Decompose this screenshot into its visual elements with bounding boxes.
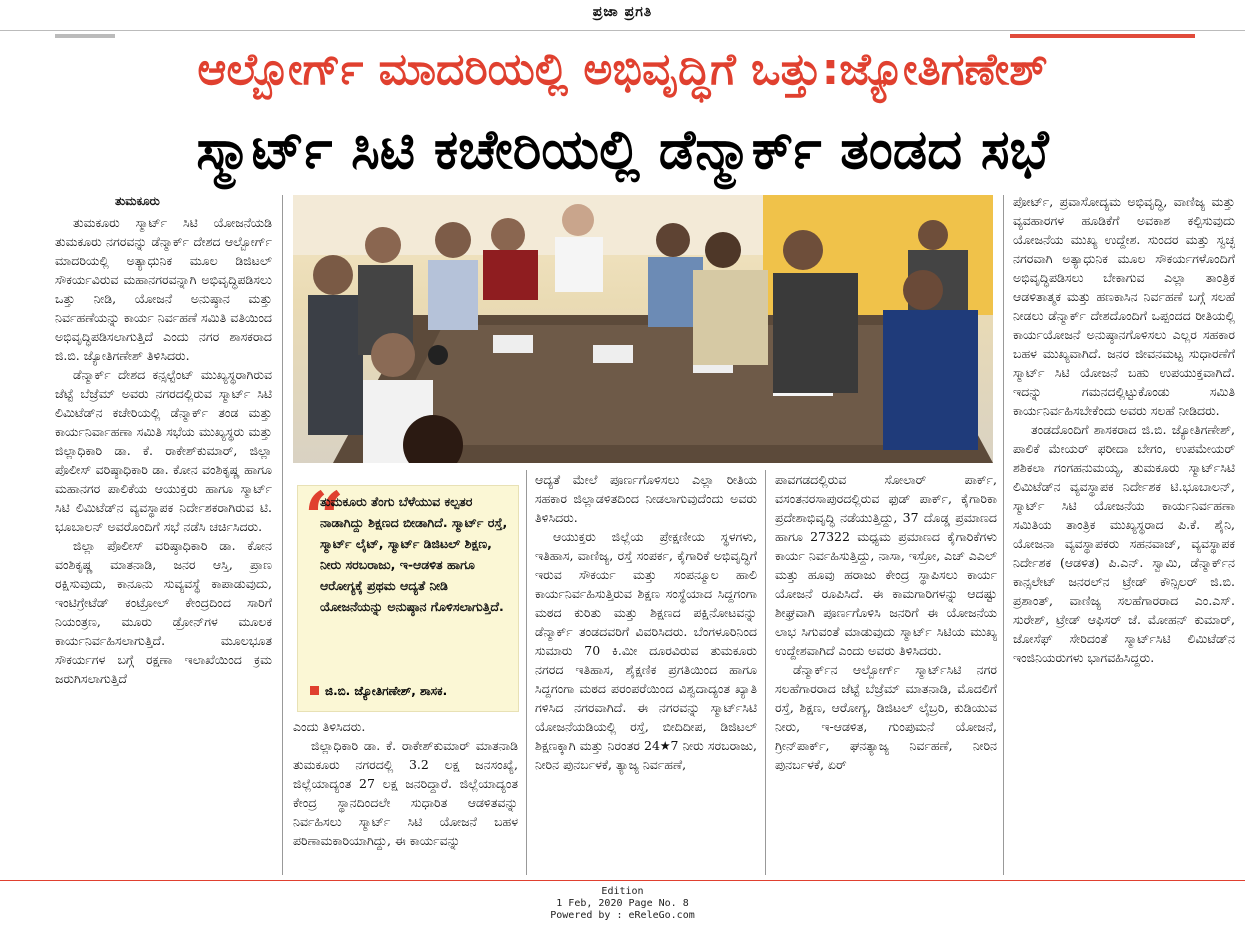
paragraph: ಆದ್ಯತೆ ಮೇಲೆ ಪೂರ್ಣಗೊಳಿಸಲು ಎಲ್ಲಾ ರೀತಿಯ ಸಹಕಾರ ಜಿಲ್ಲಾಡಳಿತದಿಂದ ನೀಡಲಾಗುವುದೆಂದು ಅವರು ತಿಳಿಸಿದರು. — [535, 472, 757, 525]
paragraph: ಪಾವಗಡದಲ್ಲಿರುವ ಸೋಲಾರ್ ಪಾರ್ಕ್, ವಸಂತನರಸಾಪುರದಲ್ಲಿರುವ ಫುಡ್ ಪಾರ್ಕ್, ಕೈಗಾರಿಕಾ ಪ್ರದೇಶಾಭಿವೃದ್ಧಿ ನಡೆಯುತ್ತಿದ್ದು, 37 ದೊಡ್ಡ ಪ್ರಮಾಣದ ಹಾಗೂ 27322 ಮಧ್ಯಮ ಪ್ರಮಾಣದ ಕೈಗಾರಿಕೆಗಳು ಕಾರ್ಯ ನಿರ್ವಹಿಸುತ್ತಿದ್ದು, ನಾಸಾ, ಇಸ್ರೋ, ಎಚ್ ಎಎಲ್ ಮತ್ತು ಹೂವು ಹರಾಜು ಕೇಂದ್ರ ಸ್ಥಾಪಿಸಲು ಕಾರ್ಯ ಯೋಜನೆ ರೂಪಿಸಿದೆ. ಈ ಕಾಮಗಾರಿಗಳನ್ನು ಆದಷ್ಟು ಶೀಘ್ರವಾಗಿ ಪೂರ್ಣಗೊಳಿಸಿ ಜನರಿಗೆ ಈ ಯೋಜನೆಯ ಲಾಭ ಸಿಗುವಂತೆ ಮಾಡುವುದು ಸ್ಮಾರ್ಟ್ ಸಿಟಿಯ ಮುಖ್ಯ ಉದ್ದೇಶವಾಗಿದೆ ಎಂದು ಅವರು ತಿಳಿಸಿದರು. — [775, 472, 997, 658]
column-rule — [765, 470, 766, 875]
meeting-photo-illustration — [293, 195, 993, 463]
meeting-photo — [293, 195, 993, 463]
paragraph: ಡೆನ್ಮಾರ್ಕ್ ದೇಶದ ಕನ್ಸಲ್ಟೆಂಟ್ ಮುಖ್ಯಸ್ಥರಾಗಿರುವ ಜೆಟ್ಟೆ ಬೆಜ್ರೆಮ್ ಅವರು ನಗರದಲ್ಲಿರುವ ಸ್ಮಾರ್ಟ್ ಸಿಟಿ ಲಿಮಿಟೆಡ್‌ನ ಕಚೇರಿಯಲ್ಲಿ ಡೆನ್ಮಾರ್ಕ್ ತಂಡ ಮತ್ತು ಕಾರ್ಯನಿರ್ವಾಹಣಾ ಸಮಿತಿ ಸಭೆಯ ಮುಖ್ಯಸ್ಥರು ಮತ್ತು ಜಿಲ್ಲಾಧಿಕಾರಿ ಡಾ. ಕೆ. ರಾಕೇಶ್‌ಕುಮಾರ್, ಜಿಲ್ಲಾ ಪೊಲೀಸ್ ವರಿಷ್ಠಾಧಿಕಾರಿ ಡಾ. ಕೋನ ವಂಶಿಕೃಷ್ಣ ಹಾಗೂ ಮಹಾನಗರ ಪಾಲಿಕೆಯ ಆಯುಕ್ತರು ಹಾಗೂ ಸ್ಮಾರ್ಟ್ ಸಿಟಿ ಲಿಮಿಟೆಡ್‌ನ ವ್ಯವಸ್ಥಾಪಕ ನಿರ್ದೇಶಕರಾಗಿರುವ ಟಿ. ಭೂಬಾಲನ್ ಅವರೊಂದಿಗೆ ಸಭೆ ನಡೆಸಿ ಚರ್ಚಿಸಿದರು. — [55, 367, 272, 534]
red-accent-bar — [1010, 34, 1195, 38]
pull-quote-attribution — [310, 684, 447, 699]
article-column-2 — [293, 717, 518, 879]
main-headline: ಸ್ಮಾರ್ಟ್ ಸಿಟಿ ಕಚೇರಿಯಲ್ಲಿ ಡೆನ್ಮಾರ್ಕ್ ತಂಡದ ಸಭೆ — [196, 118, 1049, 181]
column-rule — [1003, 195, 1004, 875]
paragraph: ಎಂದು ತಿಳಿಸಿದರು. — [293, 719, 366, 734]
dateline: ತುಮಕೂರು — [115, 194, 160, 208]
paragraph: ಜಿಲ್ಲಾ ಪೊಲೀಸ್ ವರಿಷ್ಠಾಧಿಕಾರಿ ಡಾ. ಕೋನ ವಂಶಿಕೃಷ್ಣ ಮಾತನಾಡಿ, ಜನರ ಆಸ್ತಿ, ಪ್ರಾಣ ರಕ್ಷಿಸುವುದು, ಕಾನೂನು ಸುವ್ಯವಸ್ಥೆ ಕಾಪಾಡುವುದು, ಇಂಟಿಗ್ರೇಟೆಡ್ ಕಂಟ್ರೋಲ್ ಕೇಂದ್ರದಿಂದ ಸಾರಿಗೆ ನಿಯಂತ್ರಣ, ಮೂರು ಡ್ರೋನ್‌ಗಳ ಮೂಲಕ ಕಾರ್ಯನಿರ್ವಹಿಸಲಾಗುತ್ತಿದೆ. ಮೂಲಭೂತ ಸೌಕರ್ಯಗಳ ಬಗ್ಗೆ ರಕ್ಷಣಾ ಇಲಾಖೆಯಿಂದ ಕ್ರಮ ಜರುಗಿಸಲಾಗುತ್ತಿದೆ — [55, 538, 272, 686]
article-column-1 — [55, 192, 272, 876]
paragraph: ತಂಡದೊಂದಿಗೆ ಶಾಸಕರಾದ ಜಿ.ಬಿ. ಜ್ಯೋತಿಗಣೇಶ್, ಪಾಲಿಕೆ ಮೇಯರ್ ಫರೀದಾ ಬೇಗಂ, ಉಪಮೇಯರ್ ಶಶಿಕಲಾ ಗಂಗಹನುಮಯ್ಯ, ತುಮಕೂರು ಸ್ಮಾರ್ಟ್‌ಸಿಟಿ ಲಿಮಿಟೆಡ್‌ನ ವ್ಯವಸ್ಥಾಪಕ ನಿರ್ದೇಶಕ ಟಿ.ಭೂಬಾಲನ್, ಸ್ಮಾರ್ಟ್ ಸಿಟಿ ಯೋಜನೆಯ ಕಾರ್ಯನಿರ್ವಹಣಾ ಸಮಿತಿಯ ತಾಂತ್ರಿಕ ಮುಖ್ಯಸ್ಥರಾದ ಪಿ.ಕೆ. ಶೈನಿ, ಯೋಜನಾ ವ್ಯವಸ್ಥಾಪಕರು ಸಹನವಾಜ್, ವ್ಯವಸ್ಥಾಪಕ ನಿರ್ದೇಶಕ (ಆಡಳಿತ) ಪಿ.ಎನ್. ಸ್ವಾಮಿ, ಡೆನ್ಮಾರ್ಕ್‌ನ ಕಾನ್ಸಲೇಟ್ ಜನರಲ್‌ನ ಟ್ರೇಡ್ ಕೌನ್ಸಿಲರ್ ಜಿ.ಬಿ. ಪ್ರಶಾಂತ್, ವಾಣಿಜ್ಯ ಸಲಹೆಗಾರರಾದ ಎಂ.ಎಸ್. ಸುರೇಶ್, ಟ್ರೇಡ್ ಆಫಿಸರ್ ಜೆ. ಮೋಹನ್ ಕುಮಾರ್, ಜೋಸೆಫ್ ಸೇರಿದಂತೆ ಸ್ಮಾರ್ಟ್‌ಸಿಟಿ ಲಿಮಿಟೆಡ್‌ನ ಇಂಜಿನಿಯರುಗಳು ಭಾಗವಹಿಸಿದ್ದರು. — [1013, 422, 1235, 665]
paragraph: ಆಯುಕ್ತರು ಜಿಲ್ಲೆಯ ಪ್ರೇಕ್ಷಣೀಯ ಸ್ಥಳಗಳು, ಇತಿಹಾಸ, ವಾಣಿಜ್ಯ, ರಸ್ತೆ ಸಂಪರ್ಕ, ಕೈಗಾರಿಕೆ ಅಭಿವೃದ್ಧಿಗೆ ಇರುವ ಸೌಕರ್ಯ ಮತ್ತು ಸಂಪನ್ಮೂಲ ಹಾಲಿ ಕಾರ್ಯನಿರ್ವಹಿಸುತ್ತಿರುವ ಶಿಕ್ಷಣ ಸಂಸ್ಥೆಯಾದ ಸಿದ್ದಗಂಗಾ ಮಠದ ಕುರಿತು ಮತ್ತು ಶಿಕ್ಷಣದ ಪಕ್ಷಿನೋಟವನ್ನು ಡೆನ್ಮಾರ್ಕ್ ತಂಡದವರಿಗೆ ವಿವರಿಸಿದರು. ಬೆಂಗಳೂರಿನಿಂದ ಸುಮಾರು 70 ಕಿ.ಮೀ ದೂರವಿರುವ ತುಮಕೂರು ನಗರದ ಇತಿಹಾಸ, ಶೈಕ್ಷಣಿಕ ಪ್ರಗತಿಯಿಂದ ಹಾಗೂ ಸಿದ್ದಗಂಗಾ ಮಠದ ಪರಂಪರೆಯಿಂದ ವಿಶ್ವದಾದ್ಯಂತ ಖ್ಯಾತಿ ಗಳಿಸಿದ ನಗರವಾಗಿದೆ. ಈ ನಗರವನ್ನು ಸ್ಮಾರ್ಟ್‌ಸಿಟಿ ಯೋಜನೆಯಡಿಯಲ್ಲಿ ರಸ್ತೆ, ಬೀದಿದೀಪ, ಡಿಜಿಟಲ್ ಶಿಕ್ಷಣಕ್ಕಾಗಿ ಮತ್ತು ನಿರಂತರ 24★7 ನೀರು ಸರಬರಾಜು, ನೀರಿನ ಪುನರ್ಬಳಕೆ, ತ್ಯಾಜ್ಯ ನಿರ್ವಹಣೆ, — [535, 529, 757, 772]
attribution-text: ಜಿ.ಬಿ. ಜ್ಯೋತಿಗಣೇಶ್, ಶಾಸಕ. — [325, 684, 448, 698]
red-square-icon — [310, 686, 319, 695]
paragraph: ಜಿಲ್ಲಾಧಿಕಾರಿ ಡಾ. ಕೆ. ರಾಕೇಶ್‌ಕುಮಾರ್ ಮಾತನಾಡಿ ತುಮಕೂರು ನಗರದಲ್ಲಿ 3.2 ಲಕ್ಷ ಜನಸಂಖ್ಯೆ, ಜಿಲ್ಲೆಯಾದ್ಯಂತ 27 ಲಕ್ಷ ಜನರಿದ್ದಾರೆ. ಜಿಲ್ಲೆಯಾದ್ಯಂತ ಕೇಂದ್ರ ಸ್ಥಾನದಿಂದಲೇ ಸುಧಾರಿತ ಆಡಳಿತವನ್ನು ನಿರ್ವಹಿಸಲು ಸ್ಮಾರ್ಟ್ ಸಿಟಿ ಯೋಜನೆ ಬಹಳ ಪರಿಣಾಮಕಾರಿಯಾಗಿದ್ದು, ಈ ಕಾರ್ಯವನ್ನು — [293, 738, 518, 848]
footer-date-page: 1 Feb, 2020 Page No. 8 — [556, 898, 689, 909]
column-rule — [282, 195, 283, 875]
footer-divider — [0, 880, 1245, 881]
footer-edition: Edition — [601, 886, 644, 897]
article-column-5 — [1013, 192, 1235, 878]
paragraph: ಪೋರ್ಟ್, ಪ್ರವಾಸೋದ್ಯಮ ಅಭಿವೃದ್ಧಿ, ವಾಣಿಜ್ಯ ಮತ್ತು ವ್ಯವಹಾರಗಳ ಹೂಡಿಕೆಗೆ ಅವಕಾಶ ಕಲ್ಪಿಸುವುದು ಯೋಜನೆಯ ಮುಖ್ಯ ಉದ್ದೇಶ. ಸುಂದರ ಮತ್ತು ಸ್ವಚ್ಛ ನಗರವಾಗಿ ಅತ್ಯಾಧುನಿಕ ಮೂಲ ಸೌಕರ್ಯಗಳೊಂದಿಗೆ ಅಭಿವೃದ್ಧಿಪಡಿಸಲು ಬೇಕಾಗುವ ಎಲ್ಲಾ ತಾಂತ್ರಿಕ ಆಡಳಿತಾತ್ಮಕ ಮತ್ತು ಹಣಕಾಸಿನ ನಿರ್ವಹಣೆ ಬಗ್ಗೆ ಸಲಹೆ ನೀಡಲು ಡೆನ್ಮಾರ್ಕ್ ದೇಶದೊಂದಿಗೆ ಒಪ್ಪಂದದ ರೀತಿಯಲ್ಲಿ ಕಾರ್ಯಯೋಜನೆ ಅನುಷ್ಠಾನಗೊಳಿಸಲು ಎಲ್ಲರ ಸಹಕಾರ ಬಹಳ ಮುಖ್ಯವಾಗಿದೆ. ಜನರ ಜೀವನಮಟ್ಟ ಸುಧಾರಣೆಗೆ ಸ್ಮಾರ್ಟ್ ಸಿಟಿ ಯೋಜನೆ ಬಹು ಉಪಯುಕ್ತವಾಗಿದೆ. ಇದನ್ನು ಗಮನದಲ್ಲಿಟ್ಟುಕೊಂಡು ಸಮಿತಿ ಕಾರ್ಯನಿರ್ವಹಿಸಬೇಕೆಂದು ಅವರು ಸಲಹೆ ನೀಡಿದರು. — [1013, 194, 1235, 418]
kicker-headline: ಆಲ್ಬೋರ್ಗ್ ಮಾದರಿಯಲ್ಲಿ ಅಭಿವೃದ್ಧಿಗೆ ಒತ್ತು:ಜ್ಯೋತಿಗಣೇಶ್ — [197, 44, 1048, 95]
footer-powered-by: Powered by : eReleGo.com — [550, 910, 695, 921]
pull-quote-box — [297, 476, 519, 712]
paragraph: ಡೆನ್ಮಾರ್ಕ್‌ನ ಆಲ್ಬೋರ್ಗ್ ಸ್ಮಾರ್ಟ್‌ಸಿಟಿ ನಗರ ಸಲಹೆಗಾರರಾದ ಜೆಟ್ಟೆ ಬೆಜ್ರೆಮ್ ಮಾತನಾಡಿ, ಮೊದಲಿಗೆ ರಸ್ತೆ, ಶಿಕ್ಷಣ, ಆರೋಗ್ಯ, ಡಿಜಿಟಲ್ ಲೈಬ್ರರಿ, ಕುಡಿಯುವ ನೀರು, ಇ-ಆಡಳಿತ, ಗುಂಪುಮನೆ ಯೋಜನೆ, ಗ್ರೀನ್‌ಪಾರ್ಕ್, ಘನತ್ಯಾಜ್ಯ ನಿರ್ವಹಣೆ, ನೀರಿನ ಪುನರ್ಬಳಕೆ, ಏರ್ — [775, 662, 997, 772]
footer — [0, 886, 1245, 922]
column-rule — [526, 470, 527, 875]
paragraph: ತುಮಕೂರು ಸ್ಮಾರ್ಟ್ ಸಿಟಿ ಯೋಜನೆಯಡಿ ತುಮಕೂರು ನಗರವನ್ನು ಡೆನ್ಮಾರ್ಕ್ ದೇಶದ ಆಲ್ಬೋರ್ಗ್ ಮಾದರಿಯಲ್ಲಿ ಅತ್ಯಾಧುನಿಕ ಮೂಲ ಡಿಜಿಟಲ್ ಸೌಕರ್ಯವಿರುವ ಮಹಾನಗರವನ್ನಾಗಿ ಅಭಿವೃದ್ಧಿಪಡಿಸಲು ಒತ್ತು ನೀಡಿ, ಯೋಜನೆ ಅನುಷ್ಠಾನ ಮತ್ತು ನಿರ್ವಹಣೆಯನ್ನು ಕಾರ್ಯ ನಿರ್ವಹಣೆ ಸಮಿತಿ ವತಿಯಿಂದ ಅಭಿವೃದ್ಧಿಪಡಿಸಲಾಗುತ್ತಿದೆ ಎಂದು ನಗರ ಶಾಸಕರಾದ ಜಿ.ಬಿ. ಜ್ಯೋತಿಗಣೇಶ್ ತಿಳಿಸಿದರು. — [55, 215, 272, 363]
grey-accent-bar — [55, 34, 115, 38]
article-column-3 — [535, 470, 757, 878]
article-column-4 — [775, 470, 997, 878]
masthead-logo: ಪ್ರಜಾ ಪ್ರಗತಿ — [592, 4, 653, 20]
pull-quote-text: ತುಮಕೂರು ತೆಂಗು ಬೆಳೆಯುವ ಕಲ್ಪತರ ನಾಡಾಗಿದ್ದು ಶಿಕ್ಷಣದ ಬೀಡಾಗಿದೆ. ಸ್ಮಾರ್ಟ್ ರಸ್ತೆ, ಸ್ಮಾರ್ಟ್ ಲೈಟ್, ಸ್ಮಾರ್ಟ್ ಡಿಜಿಟಲ್ ಶಿಕ್ಷಣ, ನೀರು ಸರಬರಾಜು, ಇ-ಆಡಳಿತ ಹಾಗೂ ಆರೋಗ್ಯಕ್ಕೆ ಪ್ರಥಮ ಆದ್ಯತೆ ನೀಡಿ ಯೋಜನೆಯನ್ನು ಅನುಷ್ಠಾನ ಗೊಳಿಸಲಾಗುತ್ತಿದೆ. — [320, 494, 508, 614]
top-divider — [0, 30, 1245, 31]
quote-mark-icon: “ — [304, 476, 345, 559]
